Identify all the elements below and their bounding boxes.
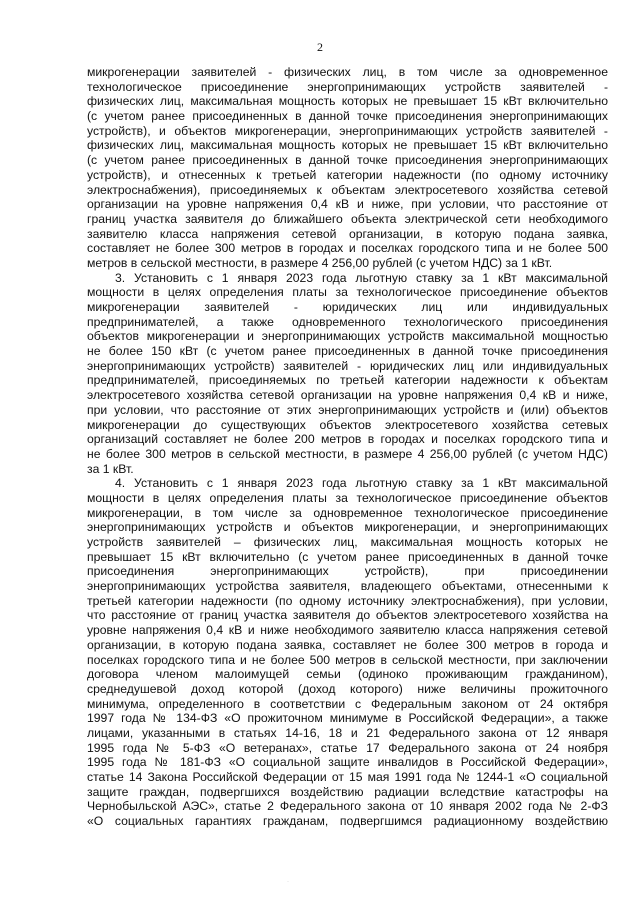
text-line: микрогенерации заявителей - юридических лиц или индивидуальных <box>87 300 608 314</box>
text-line: среднедушевой доход которой (доход которого) ниже величины прожиточного <box>87 681 608 696</box>
text-line: организаций составляет не более 200 метров в городах и поселках городского типа и <box>87 432 608 447</box>
text-line: микрогенерации, в том числе за одновременное технологическое присоединение <box>87 505 608 520</box>
text-line: присоединения энергопринимающих устройств), при присоединении <box>87 564 608 579</box>
text-line: не более 300 метров в сельской местности, в размере 4 256,00 рублей (с учетом НДС) <box>87 446 608 461</box>
text-line: устройств), и объектов микрогенерации, энергопринимающих устройств заявителей - <box>87 123 608 138</box>
text-line: третьей категории надежности (по одному источнику электроснабжения), при условии, <box>87 593 608 608</box>
text-line: энергопринимающих устройств) заявителей - юридических лиц или индивидуальных <box>87 358 608 373</box>
text-line: при условии, что расстояние от этих энергопринимающих устройств и (или) объектов <box>87 402 608 417</box>
text-line: не более 150 кВт (с учетом ранее присоединенных в данной точке присоединения <box>87 344 608 359</box>
text-line: технологическое присоединение энергопринимающих устройств заявителей - <box>87 79 608 94</box>
text-line: устройств), и отнесенных к третьей категории надежности (по одному источнику <box>87 167 608 182</box>
text-line: объектов микрогенерации и энергопринимающих устройств максимальной мощностью <box>87 329 608 344</box>
text-line: составляет не более 300 метров в городах и поселках городского типа и не более 500 <box>87 241 608 256</box>
text-line: Чернобыльской АЭС», статье 2 Федерального закона от 10 января 2002 года № 2-ФЗ <box>87 799 608 814</box>
text-line: поселках городского типа и не более 500 метров в сельской местности, при заключении <box>87 652 608 667</box>
text-line: физических лиц, максимальная мощность которых не превышает 15 кВт включительно <box>87 138 608 153</box>
text-line: 1997 года № 134-ФЗ «О прожиточном минимуме в Российской Федерации», а также <box>87 711 608 726</box>
text-line: мощности в целях определения платы за технологическое присоединение объектов <box>87 285 608 300</box>
paragraph-4-first-line: 4. Установить с 1 января 2023 года льготную ставку за 1 кВт максимальной <box>115 476 608 491</box>
text-line: договора членом малоимущей семьи (одиноко проживающим гражданином), <box>87 667 608 682</box>
text-line: границ участка заявителя до ближайшего объекта электрической сети необходимого <box>87 211 608 226</box>
text-line: предпринимателей, а также одновременного технологического присоединения <box>87 314 608 329</box>
text-line: предпринимателей, присоединяемых по третьей категории надежности к объектам <box>87 373 608 388</box>
text-line: превышает 15 кВт включительно (с учетом ранее присоединенных в данной точке <box>87 549 608 564</box>
text-line: защите граждан, подвергшихся воздействию радиации вследствие катастрофы на <box>87 784 608 799</box>
text-line: метров в сельской местности, в размере 4 256,00 рублей (с учетом НДС) за 1 кВт. <box>87 255 553 270</box>
text-line: 1995 года № 181-ФЗ «О социальной защите инвалидов в Российской Федерации», <box>87 755 608 770</box>
text-line: лицами, указанными в статьях 14-16, 18 и 21 Федерального закона от 12 января <box>87 725 608 740</box>
text-line: организации на уровне напряжения 0,4 кВ и ниже, при условии, что расстояние от <box>87 197 608 212</box>
text-line: заявителю класса напряжения сетевой организации, в которую подана заявка, <box>87 226 608 241</box>
text-line: организации, в которую подана заявка, составляет не более 300 метров в города и <box>87 637 608 652</box>
text-line: уровне напряжения 0,4 кВ и ниже необходимого заявителю класса напряжения сетевой <box>87 623 608 638</box>
text-line: «О социальных гарантиях гражданам, подвергшимся радиационному воздействию <box>87 814 608 829</box>
text-line: физических лиц, максимальная мощность которых не превышает 15 кВт включительно <box>87 94 608 109</box>
text-line: мощности в целях определения платы за технологическое присоединение объектов <box>87 490 608 505</box>
text-line: микрогенерации заявителей - физических лиц, в том числе за одновременное <box>87 65 608 79</box>
text-line: электроснабжения), присоединяемых к объектам электросетевого хозяйства сетевой <box>87 182 608 197</box>
text-line: что расстояние от границ участка заявителя до объектов электросетевого хозяйства на <box>87 608 608 623</box>
text-line: энергопринимающих устройства заявителя, владеющего объектами, отнесенными к <box>87 579 608 594</box>
text-line: микрогенерации до существующих объектов электросетевого хозяйства сетевых <box>87 417 608 432</box>
page-number: 2 <box>317 40 323 54</box>
text-line: минимума, определенного в соответствии с Федеральным законом от 24 октября <box>87 696 608 711</box>
text-line: (с учетом ранее присоединенных в данной точке присоединения энергопринимающих <box>87 109 608 124</box>
text-line: энергопринимающих устройств и объектов микрогенерации, и энергопринимающих <box>87 520 608 535</box>
text-line: 1995 года № 5-ФЗ «О ветеранах», статье 17 Федерального закона от 24 ноября <box>87 740 608 755</box>
text-line: устройств заявителей – физических лиц, максимальная мощность которых не <box>87 535 608 549</box>
paragraph-3-first-line: 3. Установить с 1 января 2023 года льготную ставку за 1 кВт максимальной <box>115 270 608 285</box>
text-line: электросетевого хозяйства сетевой организации на уровне напряжения 0,4 кВ и ниже, <box>87 388 608 403</box>
text-line: за 1 кВт. <box>87 461 134 476</box>
document-body <box>87 65 608 829</box>
scan-speck: · <box>287 879 289 885</box>
text-line: статье 14 Закона Российской Федерации от 15 мая 1991 года № 1244-1 «О социальной <box>87 770 608 784</box>
text-line: (с учетом ранее присоединенных в данной точке присоединения энергопринимающих <box>87 153 608 168</box>
